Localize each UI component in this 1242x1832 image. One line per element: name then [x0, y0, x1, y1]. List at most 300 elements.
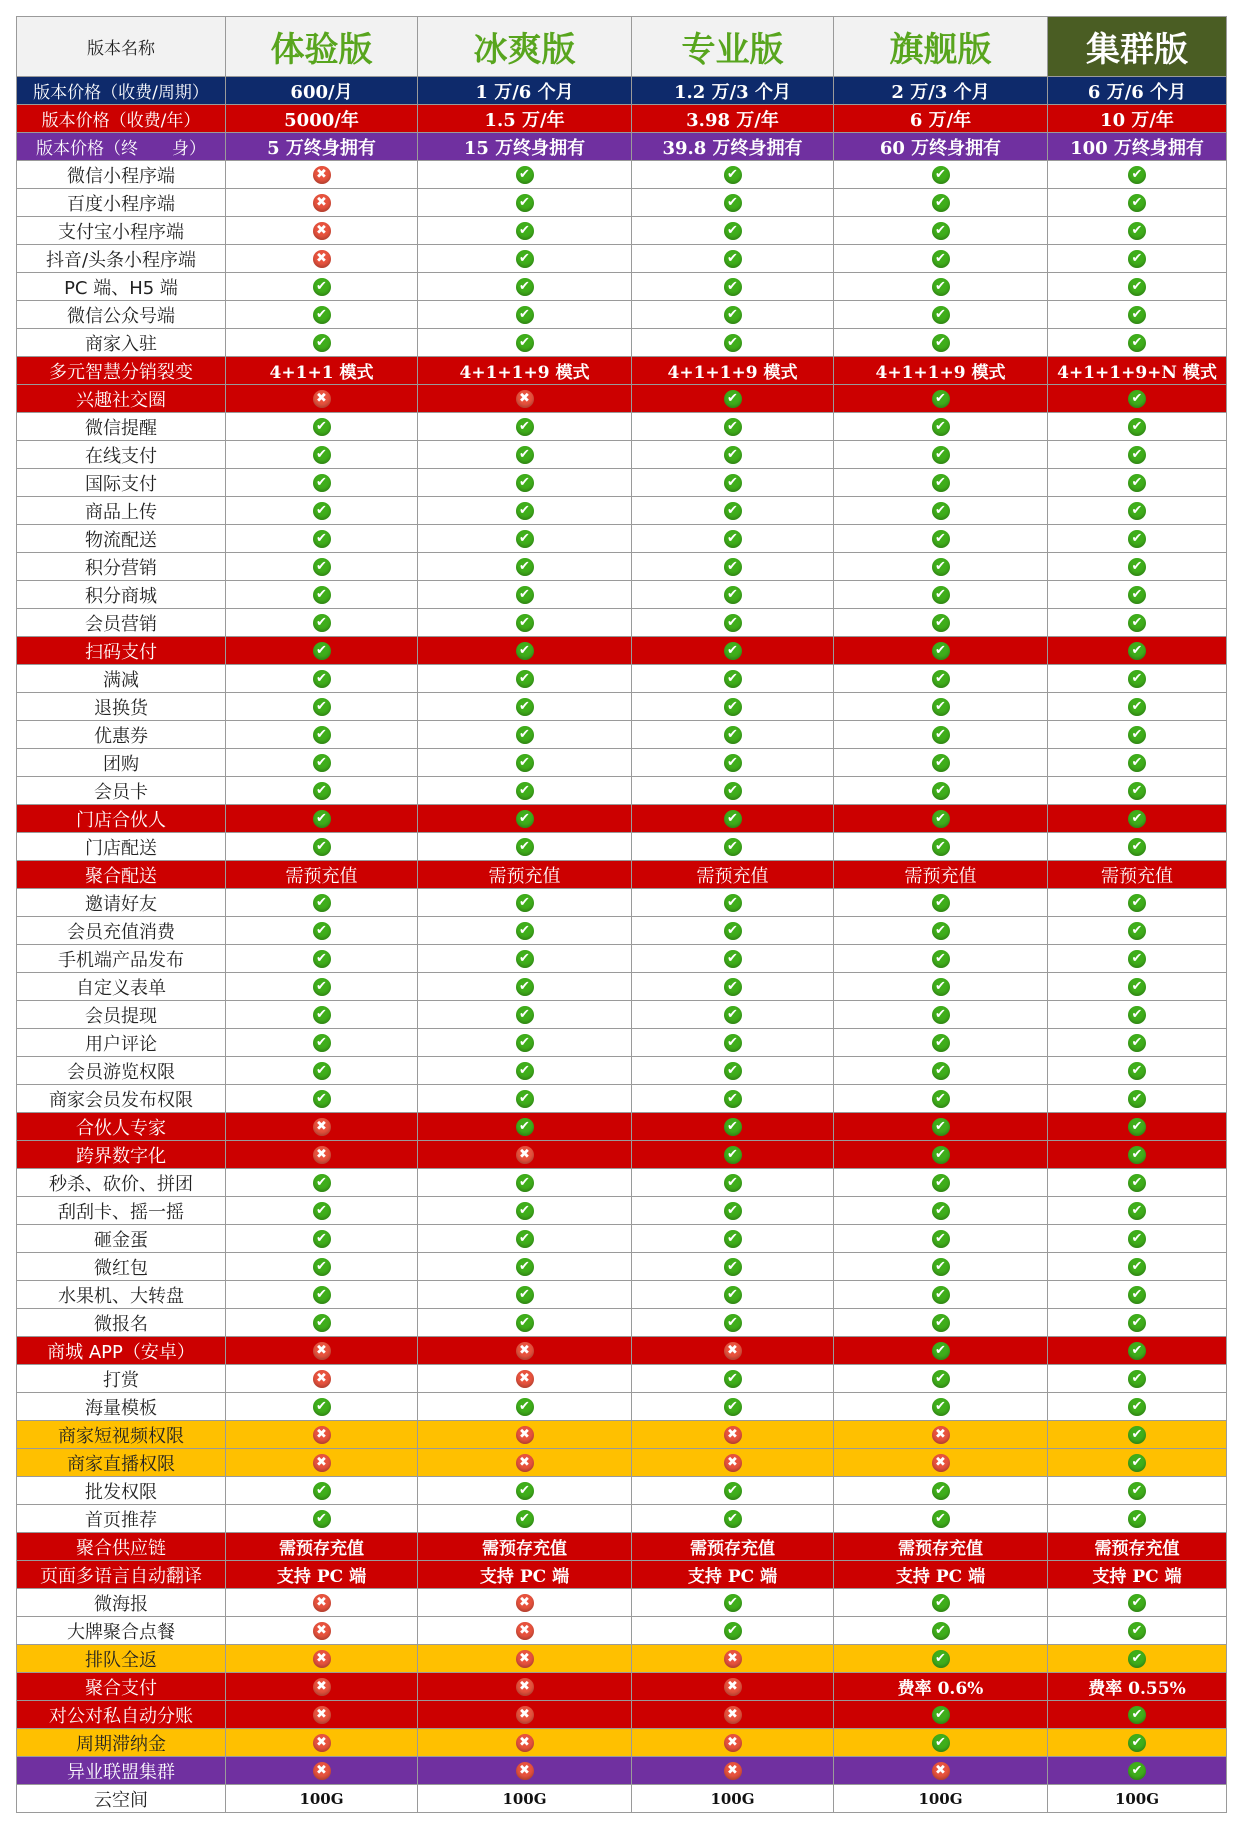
feature-cell: [418, 413, 632, 441]
feature-cell: [632, 917, 834, 945]
cross-circle-icon: [516, 390, 534, 408]
check-circle-icon: [1128, 586, 1146, 604]
table-row: [17, 1281, 1227, 1309]
feature-cell: [834, 805, 1048, 833]
check-circle-icon: [313, 1258, 331, 1276]
header-label: 版本名称: [17, 17, 226, 77]
feature-cell: [834, 1197, 1048, 1225]
feature-label: 商家会员发布权限: [17, 1085, 226, 1113]
feature-label: PC 端、H5 端: [17, 273, 226, 301]
feature-cell: [1048, 1477, 1227, 1505]
check-circle-icon: [516, 334, 534, 352]
check-circle-icon: [1128, 166, 1146, 184]
feature-cell: [632, 833, 834, 861]
check-circle-icon: [516, 950, 534, 968]
cross-circle-icon: [313, 1594, 331, 1612]
feature-cell: [834, 273, 1048, 301]
feature-label: 扫码支付: [17, 637, 226, 665]
feature-cell: [834, 161, 1048, 189]
feature-cell: [632, 1113, 834, 1141]
table-row: [17, 861, 1227, 889]
check-circle-icon: [516, 726, 534, 744]
feature-cell: [834, 385, 1048, 413]
feature-cell: [226, 1477, 418, 1505]
table-row: [17, 329, 1227, 357]
table-row: [17, 1225, 1227, 1253]
feature-cell: [1048, 161, 1227, 189]
table-row: [17, 1253, 1227, 1281]
check-circle-icon: [516, 1174, 534, 1192]
feature-cell: [834, 833, 1048, 861]
check-circle-icon: [1128, 1118, 1146, 1136]
check-circle-icon: [724, 1230, 742, 1248]
feature-cell: [1048, 665, 1227, 693]
check-circle-icon: [932, 726, 950, 744]
feature-cell: [632, 721, 834, 749]
value-cell: 4+1+1+9 模式: [834, 357, 1048, 385]
feature-label: 手机端产品发布: [17, 945, 226, 973]
feature-cell: [226, 721, 418, 749]
table-row: [17, 1701, 1227, 1729]
value-cell: 支持 PC 端: [1048, 1561, 1227, 1589]
check-circle-icon: [516, 446, 534, 464]
check-circle-icon: [516, 1118, 534, 1136]
value-cell: 100G: [418, 1785, 632, 1813]
feature-cell: [226, 469, 418, 497]
feature-cell: [834, 329, 1048, 357]
feature-cell: [226, 1505, 418, 1533]
check-circle-icon: [724, 922, 742, 940]
check-circle-icon: [932, 1510, 950, 1528]
feature-cell: [1048, 413, 1227, 441]
check-circle-icon: [932, 670, 950, 688]
feature-cell: [632, 637, 834, 665]
check-circle-icon: [1128, 502, 1146, 520]
check-circle-icon: [932, 306, 950, 324]
feature-cell: [834, 553, 1048, 581]
check-circle-icon: [1128, 1482, 1146, 1500]
feature-label: 微信小程序端: [17, 161, 226, 189]
check-circle-icon: [932, 250, 950, 268]
feature-cell: [632, 1057, 834, 1085]
feature-cell: [632, 581, 834, 609]
check-circle-icon: [516, 1062, 534, 1080]
cross-circle-icon: [724, 1426, 742, 1444]
table-row: [17, 1449, 1227, 1477]
feature-cell: [1048, 553, 1227, 581]
feature-cell: [632, 161, 834, 189]
value-cell: 需预存充值: [1048, 1533, 1227, 1561]
check-circle-icon: [932, 334, 950, 352]
feature-label: 在线支付: [17, 441, 226, 469]
feature-cell: [226, 161, 418, 189]
feature-cell: [834, 1505, 1048, 1533]
table-body: [17, 77, 1227, 1813]
table-row: [17, 1617, 1227, 1645]
check-circle-icon: [313, 782, 331, 800]
check-circle-icon: [313, 1006, 331, 1024]
feature-label: 海量模板: [17, 1393, 226, 1421]
table-row: [17, 385, 1227, 413]
check-circle-icon: [1128, 250, 1146, 268]
check-circle-icon: [932, 194, 950, 212]
check-circle-icon: [724, 502, 742, 520]
check-circle-icon: [1128, 1062, 1146, 1080]
value-cell: 4+1+1 模式: [226, 357, 418, 385]
feature-label: 用户评论: [17, 1029, 226, 1057]
check-circle-icon: [313, 642, 331, 660]
table-row: [17, 1757, 1227, 1785]
feature-cell: [834, 917, 1048, 945]
table-row: [17, 917, 1227, 945]
value-cell: 4+1+1+9+N 模式: [1048, 357, 1227, 385]
feature-cell: [834, 525, 1048, 553]
cross-circle-icon: [516, 1706, 534, 1724]
cross-circle-icon: [932, 1426, 950, 1444]
feature-cell: [418, 1085, 632, 1113]
feature-cell: [1048, 581, 1227, 609]
table-row: [17, 301, 1227, 329]
check-circle-icon: [516, 530, 534, 548]
feature-cell: [834, 749, 1048, 777]
feature-cell: [1048, 1757, 1227, 1785]
feature-cell: [226, 1617, 418, 1645]
table-row: [17, 1001, 1227, 1029]
check-circle-icon: [932, 418, 950, 436]
feature-cell: [418, 1589, 632, 1617]
feature-cell: [632, 245, 834, 273]
value-cell: 60 万终身拥有: [834, 133, 1048, 161]
feature-cell: [632, 889, 834, 917]
table-row: [17, 161, 1227, 189]
feature-cell: [418, 637, 632, 665]
check-circle-icon: [932, 614, 950, 632]
feature-cell: [834, 1169, 1048, 1197]
feature-cell: [418, 693, 632, 721]
value-cell: 费率 0.55%: [1048, 1673, 1227, 1701]
feature-cell: [226, 1337, 418, 1365]
value-cell: 1.5 万/年: [418, 105, 632, 133]
check-circle-icon: [1128, 474, 1146, 492]
feature-cell: [418, 777, 632, 805]
check-circle-icon: [516, 1230, 534, 1248]
table-row: [17, 357, 1227, 385]
check-circle-icon: [724, 894, 742, 912]
check-circle-icon: [932, 390, 950, 408]
feature-cell: [418, 301, 632, 329]
check-circle-icon: [932, 1594, 950, 1612]
feature-cell: [1048, 1281, 1227, 1309]
feature-cell: [834, 1589, 1048, 1617]
feature-cell: [632, 1729, 834, 1757]
feature-label: 水果机、大转盘: [17, 1281, 226, 1309]
feature-cell: [1048, 1393, 1227, 1421]
check-circle-icon: [313, 1314, 331, 1332]
table-row: [17, 581, 1227, 609]
check-circle-icon: [932, 502, 950, 520]
value-cell: 需预存充值: [632, 1533, 834, 1561]
feature-cell: [632, 1589, 834, 1617]
feature-cell: [1048, 1169, 1227, 1197]
feature-cell: [1048, 1421, 1227, 1449]
value-cell: 3.98 万/年: [632, 105, 834, 133]
feature-cell: [418, 581, 632, 609]
feature-cell: [1048, 693, 1227, 721]
table-row: [17, 889, 1227, 917]
feature-cell: [834, 245, 1048, 273]
value-cell: 支持 PC 端: [226, 1561, 418, 1589]
cross-circle-icon: [313, 1370, 331, 1388]
check-circle-icon: [313, 334, 331, 352]
check-circle-icon: [1128, 222, 1146, 240]
cross-circle-icon: [313, 1426, 331, 1444]
value-cell: 1 万/6 个月: [418, 77, 632, 105]
table-row: [17, 217, 1227, 245]
feature-cell: [834, 665, 1048, 693]
feature-cell: [1048, 1197, 1227, 1225]
feature-cell: [834, 413, 1048, 441]
feature-cell: [226, 693, 418, 721]
check-circle-icon: [724, 1062, 742, 1080]
feature-cell: [1048, 441, 1227, 469]
check-circle-icon: [724, 1034, 742, 1052]
feature-label: 会员充值消费: [17, 917, 226, 945]
feature-cell: [418, 749, 632, 777]
table-row: [17, 945, 1227, 973]
table-row: [17, 525, 1227, 553]
check-circle-icon: [724, 782, 742, 800]
feature-cell: [1048, 637, 1227, 665]
value-cell: 支持 PC 端: [632, 1561, 834, 1589]
feature-cell: [1048, 1309, 1227, 1337]
feature-cell: [226, 413, 418, 441]
cross-circle-icon: [313, 1650, 331, 1668]
check-circle-icon: [932, 1734, 950, 1752]
value-cell: 5000/年: [226, 105, 418, 133]
check-circle-icon: [932, 1258, 950, 1276]
cross-circle-icon: [516, 1426, 534, 1444]
check-circle-icon: [932, 978, 950, 996]
feature-cell: [418, 469, 632, 497]
cross-circle-icon: [313, 1342, 331, 1360]
feature-cell: [632, 1477, 834, 1505]
value-cell: 100G: [1048, 1785, 1227, 1813]
check-circle-icon: [932, 222, 950, 240]
feature-cell: [418, 945, 632, 973]
cross-circle-icon: [516, 1678, 534, 1696]
check-circle-icon: [313, 558, 331, 576]
table-row: [17, 693, 1227, 721]
check-circle-icon: [313, 838, 331, 856]
feature-cell: [418, 525, 632, 553]
check-circle-icon: [313, 810, 331, 828]
cross-circle-icon: [313, 1454, 331, 1472]
feature-cell: [834, 1617, 1048, 1645]
check-circle-icon: [932, 558, 950, 576]
feature-label: 周期滞纳金: [17, 1729, 226, 1757]
feature-label: 秒杀、砍价、拼团: [17, 1169, 226, 1197]
value-cell: 100G: [226, 1785, 418, 1813]
feature-cell: [834, 609, 1048, 637]
feature-cell: [226, 1309, 418, 1337]
table-row: [17, 665, 1227, 693]
feature-cell: [834, 301, 1048, 329]
feature-cell: [632, 665, 834, 693]
value-cell: 15 万终身拥有: [418, 133, 632, 161]
feature-cell: [1048, 525, 1227, 553]
check-circle-icon: [724, 586, 742, 604]
cross-circle-icon: [932, 1762, 950, 1780]
table-row: [17, 1057, 1227, 1085]
check-circle-icon: [1128, 978, 1146, 996]
feature-label: 抖音/头条小程序端: [17, 245, 226, 273]
table-row: [17, 189, 1227, 217]
feature-label: 多元智慧分销裂变: [17, 357, 226, 385]
feature-cell: [834, 1645, 1048, 1673]
table-row: [17, 1729, 1227, 1757]
table-row: [17, 637, 1227, 665]
feature-label: 会员游览权限: [17, 1057, 226, 1085]
check-circle-icon: [313, 1062, 331, 1080]
cross-circle-icon: [516, 1622, 534, 1640]
feature-label: 微信公众号端: [17, 301, 226, 329]
check-circle-icon: [516, 1482, 534, 1500]
check-circle-icon: [516, 810, 534, 828]
check-circle-icon: [724, 614, 742, 632]
check-circle-icon: [1128, 1090, 1146, 1108]
check-circle-icon: [932, 922, 950, 940]
value-cell: 39.8 万终身拥有: [632, 133, 834, 161]
feature-label: 对公对私自动分账: [17, 1701, 226, 1729]
check-circle-icon: [724, 306, 742, 324]
feature-cell: [1048, 329, 1227, 357]
feature-cell: [632, 1701, 834, 1729]
feature-label: 满减: [17, 665, 226, 693]
feature-label: 版本价格（收费/年）: [17, 105, 226, 133]
value-cell: 费率 0.6%: [834, 1673, 1048, 1701]
check-circle-icon: [313, 1510, 331, 1528]
check-circle-icon: [1128, 1230, 1146, 1248]
check-circle-icon: [932, 1174, 950, 1192]
check-circle-icon: [724, 1174, 742, 1192]
feature-cell: [632, 469, 834, 497]
feature-cell: [632, 553, 834, 581]
value-cell: 100G: [834, 1785, 1048, 1813]
feature-cell: [1048, 1617, 1227, 1645]
check-circle-icon: [1128, 782, 1146, 800]
feature-cell: [632, 1001, 834, 1029]
check-circle-icon: [1128, 1342, 1146, 1360]
table-row: [17, 1505, 1227, 1533]
feature-cell: [1048, 1113, 1227, 1141]
feature-cell: [1048, 1645, 1227, 1673]
check-circle-icon: [516, 754, 534, 772]
feature-cell: [418, 609, 632, 637]
check-circle-icon: [313, 1398, 331, 1416]
cross-circle-icon: [516, 1342, 534, 1360]
check-circle-icon: [932, 698, 950, 716]
feature-cell: [834, 777, 1048, 805]
feature-cell: [226, 749, 418, 777]
feature-cell: [632, 301, 834, 329]
value-cell: 需预存充值: [834, 1533, 1048, 1561]
feature-cell: [226, 1393, 418, 1421]
feature-cell: [632, 1505, 834, 1533]
check-circle-icon: [1128, 922, 1146, 940]
check-circle-icon: [313, 446, 331, 464]
feature-cell: [632, 217, 834, 245]
check-circle-icon: [516, 698, 534, 716]
feature-cell: [226, 805, 418, 833]
cross-circle-icon: [724, 1706, 742, 1724]
feature-cell: [834, 1421, 1048, 1449]
check-circle-icon: [932, 1118, 950, 1136]
table-row: [17, 777, 1227, 805]
check-circle-icon: [932, 1062, 950, 1080]
feature-cell: [418, 665, 632, 693]
check-circle-icon: [1128, 1706, 1146, 1724]
cross-circle-icon: [724, 1650, 742, 1668]
value-cell: 需预充值: [226, 861, 418, 889]
check-circle-icon: [516, 894, 534, 912]
check-circle-icon: [516, 1510, 534, 1528]
check-circle-icon: [932, 1622, 950, 1640]
value-cell: 需预充值: [1048, 861, 1227, 889]
feature-cell: [834, 1393, 1048, 1421]
value-cell: 100 万终身拥有: [1048, 133, 1227, 161]
check-circle-icon: [516, 1314, 534, 1332]
feature-label: 商家入驻: [17, 329, 226, 357]
feature-label: 物流配送: [17, 525, 226, 553]
feature-label: 打赏: [17, 1365, 226, 1393]
check-circle-icon: [516, 1258, 534, 1276]
feature-cell: [1048, 1449, 1227, 1477]
value-cell: 6 万/6 个月: [1048, 77, 1227, 105]
feature-cell: [226, 1589, 418, 1617]
feature-cell: [632, 777, 834, 805]
feature-cell: [834, 1337, 1048, 1365]
check-circle-icon: [313, 1230, 331, 1248]
feature-cell: [418, 917, 632, 945]
feature-cell: [226, 1029, 418, 1057]
check-circle-icon: [932, 838, 950, 856]
feature-cell: [834, 1365, 1048, 1393]
feature-cell: [418, 1113, 632, 1141]
feature-cell: [1048, 1253, 1227, 1281]
table-row: [17, 497, 1227, 525]
cross-circle-icon: [932, 1454, 950, 1472]
table-row: [17, 721, 1227, 749]
feature-cell: [226, 1141, 418, 1169]
check-circle-icon: [932, 1370, 950, 1388]
feature-cell: [226, 1729, 418, 1757]
cross-circle-icon: [313, 166, 331, 184]
feature-cell: [226, 1113, 418, 1141]
check-circle-icon: [932, 950, 950, 968]
feature-label: 云空间: [17, 1785, 226, 1813]
feature-label: 排队全返: [17, 1645, 226, 1673]
feature-cell: [418, 805, 632, 833]
feature-cell: [226, 301, 418, 329]
feature-cell: [418, 1365, 632, 1393]
table-row: [17, 833, 1227, 861]
check-circle-icon: [932, 1230, 950, 1248]
check-circle-icon: [1128, 1146, 1146, 1164]
check-circle-icon: [724, 838, 742, 856]
feature-label: 砸金蛋: [17, 1225, 226, 1253]
feature-cell: [834, 1309, 1048, 1337]
feature-cell: [834, 1477, 1048, 1505]
